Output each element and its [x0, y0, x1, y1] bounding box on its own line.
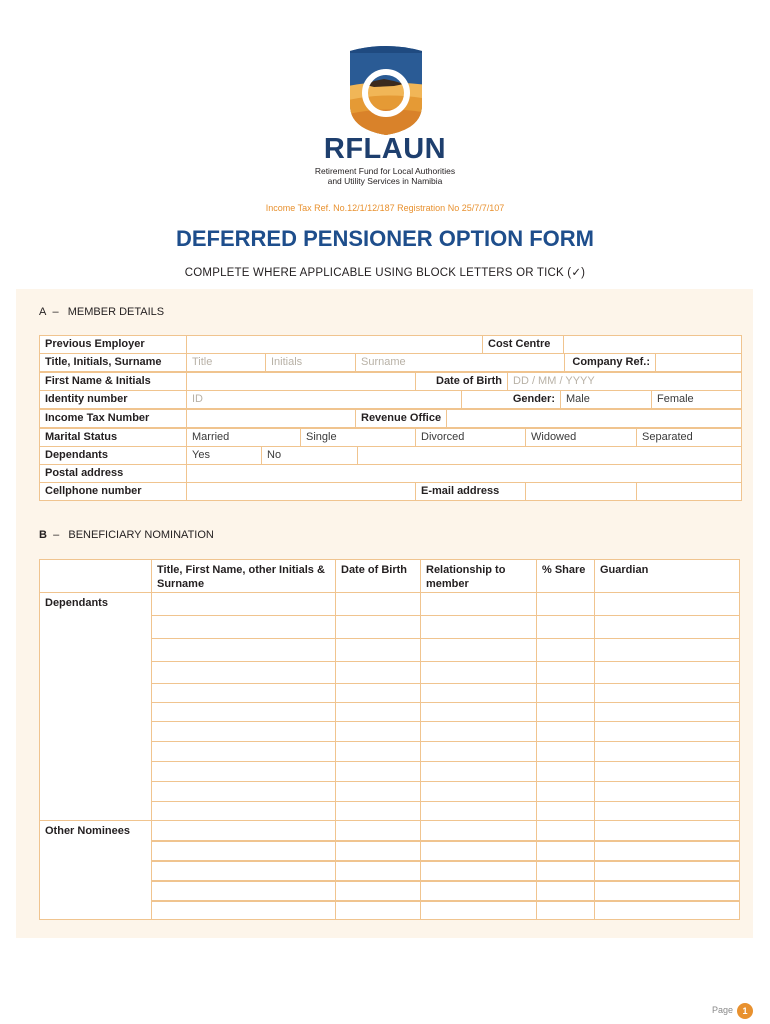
- dependant-row-4-name-cell[interactable]: [151, 661, 336, 684]
- dependant-row-10-dob-cell[interactable]: [335, 781, 421, 802]
- org-name: RFLAUN: [323, 133, 447, 165]
- dependant-row-7-share-cell[interactable]: [536, 721, 595, 742]
- marital-option-divorced[interactable]: Divorced: [415, 428, 526, 447]
- dependant-row-6-share-cell[interactable]: [536, 702, 595, 722]
- other-nominee-row-1-share-cell[interactable]: [536, 820, 595, 841]
- page-number-badge: 1: [737, 1003, 753, 1019]
- dependant-row-1-name-cell[interactable]: [151, 592, 336, 616]
- dependant-row-9-dob-cell[interactable]: [335, 761, 421, 782]
- dependant-row-11-share-cell[interactable]: [536, 801, 595, 821]
- other-nominee-row-4-name-cell[interactable]: [151, 881, 336, 901]
- title-initials-surname-label: Title, Initials, Surname: [39, 353, 187, 372]
- dependant-row-9-guardian-cell[interactable]: [594, 761, 740, 782]
- identity-number-label: Identity number: [39, 390, 187, 409]
- other-nominee-row-5-guardian-cell[interactable]: [594, 901, 740, 920]
- table-header-blank: [39, 559, 152, 593]
- other-nominee-row-3-guardian-cell[interactable]: [594, 861, 740, 881]
- form-instruction: COMPLETE WHERE APPLICABLE USING BLOCK LETTERS OR TICK (✓): [184, 267, 586, 279]
- tax-reference: Income Tax Ref. No.12/1/12/187 Registration No 25/7/7/107: [265, 203, 505, 213]
- column-header-relationship: Relationship to member: [420, 559, 537, 593]
- identity-number-field[interactable]: ID: [186, 390, 462, 409]
- other-nominee-row-4-guardian-cell[interactable]: [594, 881, 740, 901]
- dependants-details-field[interactable]: [357, 446, 742, 465]
- cellphone-number-label: Cellphone number: [39, 482, 187, 501]
- other-nominee-row-3-share-cell[interactable]: [536, 861, 595, 881]
- dependant-row-8-relationship-cell[interactable]: [420, 741, 537, 762]
- dependant-row-10-name-cell[interactable]: [151, 781, 336, 802]
- dependant-row-10-share-cell[interactable]: [536, 781, 595, 802]
- dependant-row-6-guardian-cell[interactable]: [594, 702, 740, 722]
- column-header-guardian: Guardian: [594, 559, 740, 593]
- dependant-row-3-share-cell[interactable]: [536, 638, 595, 662]
- dependant-row-7-relationship-cell[interactable]: [420, 721, 537, 742]
- column-header-name: Title, First Name, other Initials & Surname: [151, 559, 336, 593]
- column-header-dob: Date of Birth: [335, 559, 421, 593]
- other-nominee-row-5-relationship-cell[interactable]: [420, 901, 537, 920]
- other-nominee-row-3-dob-cell[interactable]: [335, 861, 421, 881]
- dependant-row-4-guardian-cell[interactable]: [594, 661, 740, 684]
- dependant-row-1-relationship-cell[interactable]: [420, 592, 537, 616]
- dependant-row-6-relationship-cell[interactable]: [420, 702, 537, 722]
- date-of-birth-field[interactable]: DD / MM / YYYY: [507, 372, 742, 391]
- income-tax-number-label: Income Tax Number: [39, 409, 187, 428]
- dependant-row-5-name-cell[interactable]: [151, 683, 336, 703]
- dependants-option-yes[interactable]: Yes: [186, 446, 262, 465]
- dependant-row-4-relationship-cell[interactable]: [420, 661, 537, 684]
- other-nominee-row-5-share-cell[interactable]: [536, 901, 595, 920]
- dependant-row-5-relationship-cell[interactable]: [420, 683, 537, 703]
- group-label-other-nominees: Other Nominees: [39, 820, 152, 920]
- other-nominee-row-3-relationship-cell[interactable]: [420, 861, 537, 881]
- email-address-field-1[interactable]: [525, 482, 637, 501]
- previous-employer-field[interactable]: [186, 335, 483, 354]
- dependant-row-11-guardian-cell[interactable]: [594, 801, 740, 821]
- company-ref-label: Company Ref.:: [564, 353, 656, 372]
- dependant-row-4-share-cell[interactable]: [536, 661, 595, 684]
- dependant-row-10-guardian-cell[interactable]: [594, 781, 740, 802]
- other-nominee-row-4-relationship-cell[interactable]: [420, 881, 537, 901]
- dependant-row-5-guardian-cell[interactable]: [594, 683, 740, 703]
- other-nominee-row-2-guardian-cell[interactable]: [594, 841, 740, 861]
- dependant-row-3-name-cell[interactable]: [151, 638, 336, 662]
- dependant-row-2-relationship-cell[interactable]: [420, 615, 537, 639]
- dependant-row-3-guardian-cell[interactable]: [594, 638, 740, 662]
- previous-employer-label: Previous Employer: [39, 335, 187, 354]
- gender-option-female[interactable]: Female: [651, 390, 742, 409]
- dependant-row-7-guardian-cell[interactable]: [594, 721, 740, 742]
- cost-centre-label: Cost Centre: [482, 335, 564, 354]
- dependant-row-11-name-cell[interactable]: [151, 801, 336, 821]
- email-address-label: E-mail address: [415, 482, 526, 501]
- marital-option-single[interactable]: Single: [300, 428, 416, 447]
- marital-option-widowed[interactable]: Widowed: [525, 428, 637, 447]
- rflaun-logo: [344, 43, 428, 137]
- email-address-field-2[interactable]: [636, 482, 742, 501]
- cost-centre-field[interactable]: [563, 335, 742, 354]
- dependant-row-3-dob-cell[interactable]: [335, 638, 421, 662]
- other-nominee-row-1-dob-cell[interactable]: [335, 820, 421, 841]
- other-nominee-row-1-guardian-cell[interactable]: [594, 820, 740, 841]
- section-b-heading: B – BENEFICIARY NOMINATION: [39, 529, 214, 541]
- dependant-row-11-relationship-cell[interactable]: [420, 801, 537, 821]
- cellphone-number-field[interactable]: [186, 482, 416, 501]
- initials-field[interactable]: Initials: [265, 353, 356, 372]
- title-field[interactable]: Title: [186, 353, 266, 372]
- dependants-option-no[interactable]: No: [261, 446, 358, 465]
- first-name-initials-label: First Name & Initials: [39, 372, 187, 391]
- section-a-heading: A – MEMBER DETAILS: [39, 306, 165, 318]
- dependant-row-8-share-cell[interactable]: [536, 741, 595, 762]
- dependant-row-11-dob-cell[interactable]: [335, 801, 421, 821]
- other-nominee-row-1-relationship-cell[interactable]: [420, 820, 537, 841]
- org-subtitle-line2: and Utility Services in Namibia: [327, 176, 443, 186]
- dependant-row-6-name-cell[interactable]: [151, 702, 336, 722]
- dependant-row-3-relationship-cell[interactable]: [420, 638, 537, 662]
- company-ref-field[interactable]: [655, 353, 742, 372]
- dependants-label: Dependants: [39, 446, 187, 465]
- group-label-dependants: Dependants: [39, 592, 152, 821]
- column-header-share: % Share: [536, 559, 595, 593]
- form-title: DEFERRED PENSIONER OPTION FORM: [175, 226, 595, 251]
- dependant-row-8-name-cell[interactable]: [151, 741, 336, 762]
- dependant-row-2-dob-cell[interactable]: [335, 615, 421, 639]
- postal-address-field[interactable]: [186, 464, 742, 483]
- marital-option-married[interactable]: Married: [186, 428, 301, 447]
- dependant-row-9-share-cell[interactable]: [536, 761, 595, 782]
- surname-field[interactable]: Surname: [355, 353, 565, 372]
- dependant-row-8-guardian-cell[interactable]: [594, 741, 740, 762]
- dependant-row-10-relationship-cell[interactable]: [420, 781, 537, 802]
- gender-label: Gender:: [461, 390, 561, 409]
- gender-option-male[interactable]: Male: [560, 390, 652, 409]
- page-label: Page: [712, 1005, 734, 1015]
- org-subtitle-line1: Retirement Fund for Local Authorities: [314, 166, 456, 176]
- marital-option-separated[interactable]: Separated: [636, 428, 742, 447]
- other-nominee-row-5-name-cell[interactable]: [151, 901, 336, 920]
- dependant-row-7-dob-cell[interactable]: [335, 721, 421, 742]
- other-nominee-row-4-share-cell[interactable]: [536, 881, 595, 901]
- other-nominee-row-2-dob-cell[interactable]: [335, 841, 421, 861]
- dependant-row-1-guardian-cell[interactable]: [594, 592, 740, 616]
- dependant-row-1-dob-cell[interactable]: [335, 592, 421, 616]
- revenue-office-field[interactable]: [446, 409, 742, 428]
- other-nominee-row-5-dob-cell[interactable]: [335, 901, 421, 920]
- dependant-row-6-dob-cell[interactable]: [335, 702, 421, 722]
- postal-address-label: Postal address: [39, 464, 187, 483]
- other-nominee-row-3-name-cell[interactable]: [151, 861, 336, 881]
- dependant-row-2-name-cell[interactable]: [151, 615, 336, 639]
- other-nominee-row-2-share-cell[interactable]: [536, 841, 595, 861]
- dependant-row-9-relationship-cell[interactable]: [420, 761, 537, 782]
- dependant-row-9-name-cell[interactable]: [151, 761, 336, 782]
- dependant-row-2-guardian-cell[interactable]: [594, 615, 740, 639]
- other-nominee-row-2-relationship-cell[interactable]: [420, 841, 537, 861]
- dependant-row-5-dob-cell[interactable]: [335, 683, 421, 703]
- marital-status-label: Marital Status: [39, 428, 187, 447]
- dependant-row-1-share-cell[interactable]: [536, 592, 595, 616]
- other-nominee-row-1-name-cell[interactable]: [151, 820, 336, 841]
- income-tax-number-field[interactable]: [186, 409, 356, 428]
- date-of-birth-label: Date of Birth: [415, 372, 508, 391]
- dependant-row-2-share-cell[interactable]: [536, 615, 595, 639]
- dependant-row-4-dob-cell[interactable]: [335, 661, 421, 684]
- dependant-row-7-name-cell[interactable]: [151, 721, 336, 742]
- revenue-office-label: Revenue Office: [355, 409, 447, 428]
- dependant-row-8-dob-cell[interactable]: [335, 741, 421, 762]
- dependant-row-5-share-cell[interactable]: [536, 683, 595, 703]
- first-name-initials-field[interactable]: [186, 372, 416, 391]
- other-nominee-row-2-name-cell[interactable]: [151, 841, 336, 861]
- other-nominee-row-4-dob-cell[interactable]: [335, 881, 421, 901]
